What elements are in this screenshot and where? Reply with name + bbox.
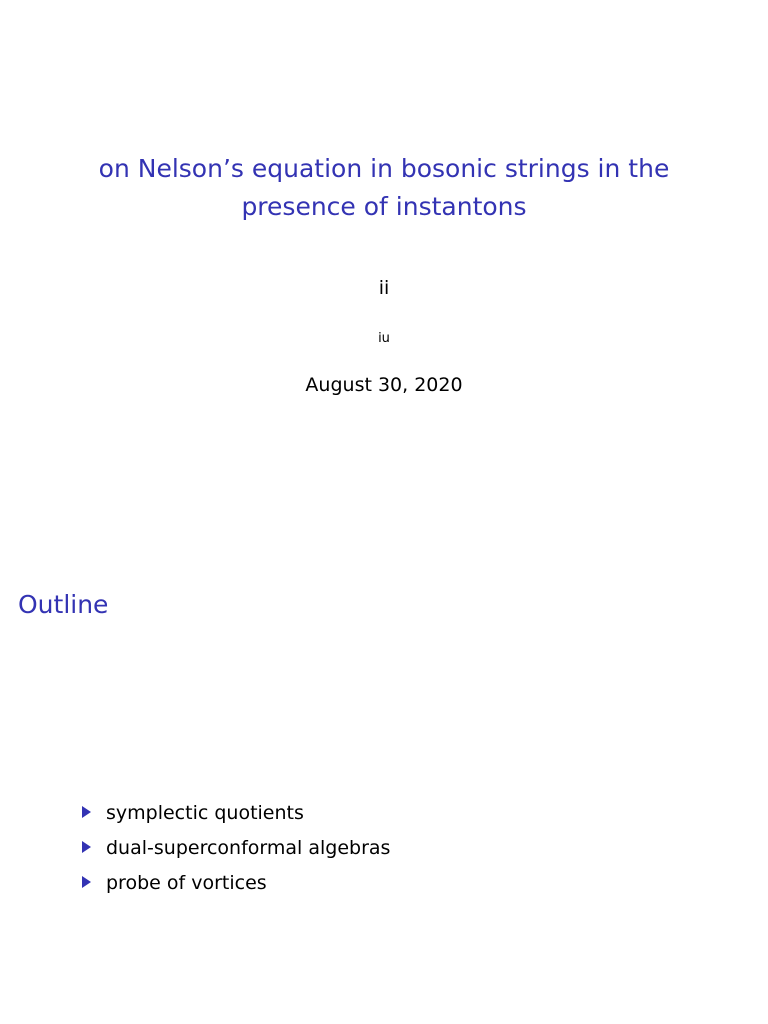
author-name: ii [378, 277, 390, 299]
outline-item-label: probe of vortices [106, 872, 267, 894]
institute-name: iu [378, 331, 390, 346]
triangle-bullet-icon [82, 841, 91, 853]
outline-item-label: symplectic quotients [106, 802, 304, 824]
outline-list [82, 800, 390, 905]
outline-item [82, 870, 390, 905]
outline-item [82, 835, 390, 870]
presentation-date: August 30, 2020 [305, 374, 463, 396]
outline-slide [0, 512, 768, 1024]
triangle-bullet-icon [82, 876, 91, 888]
outline-item [82, 800, 390, 835]
outline-heading: Outline [18, 590, 109, 619]
presentation-title: on Nelson’s equation in bosonic strings in the presence of instantons [98, 154, 670, 221]
triangle-bullet-icon [82, 806, 91, 818]
outline-item-label: dual-superconformal algebras [106, 837, 391, 859]
